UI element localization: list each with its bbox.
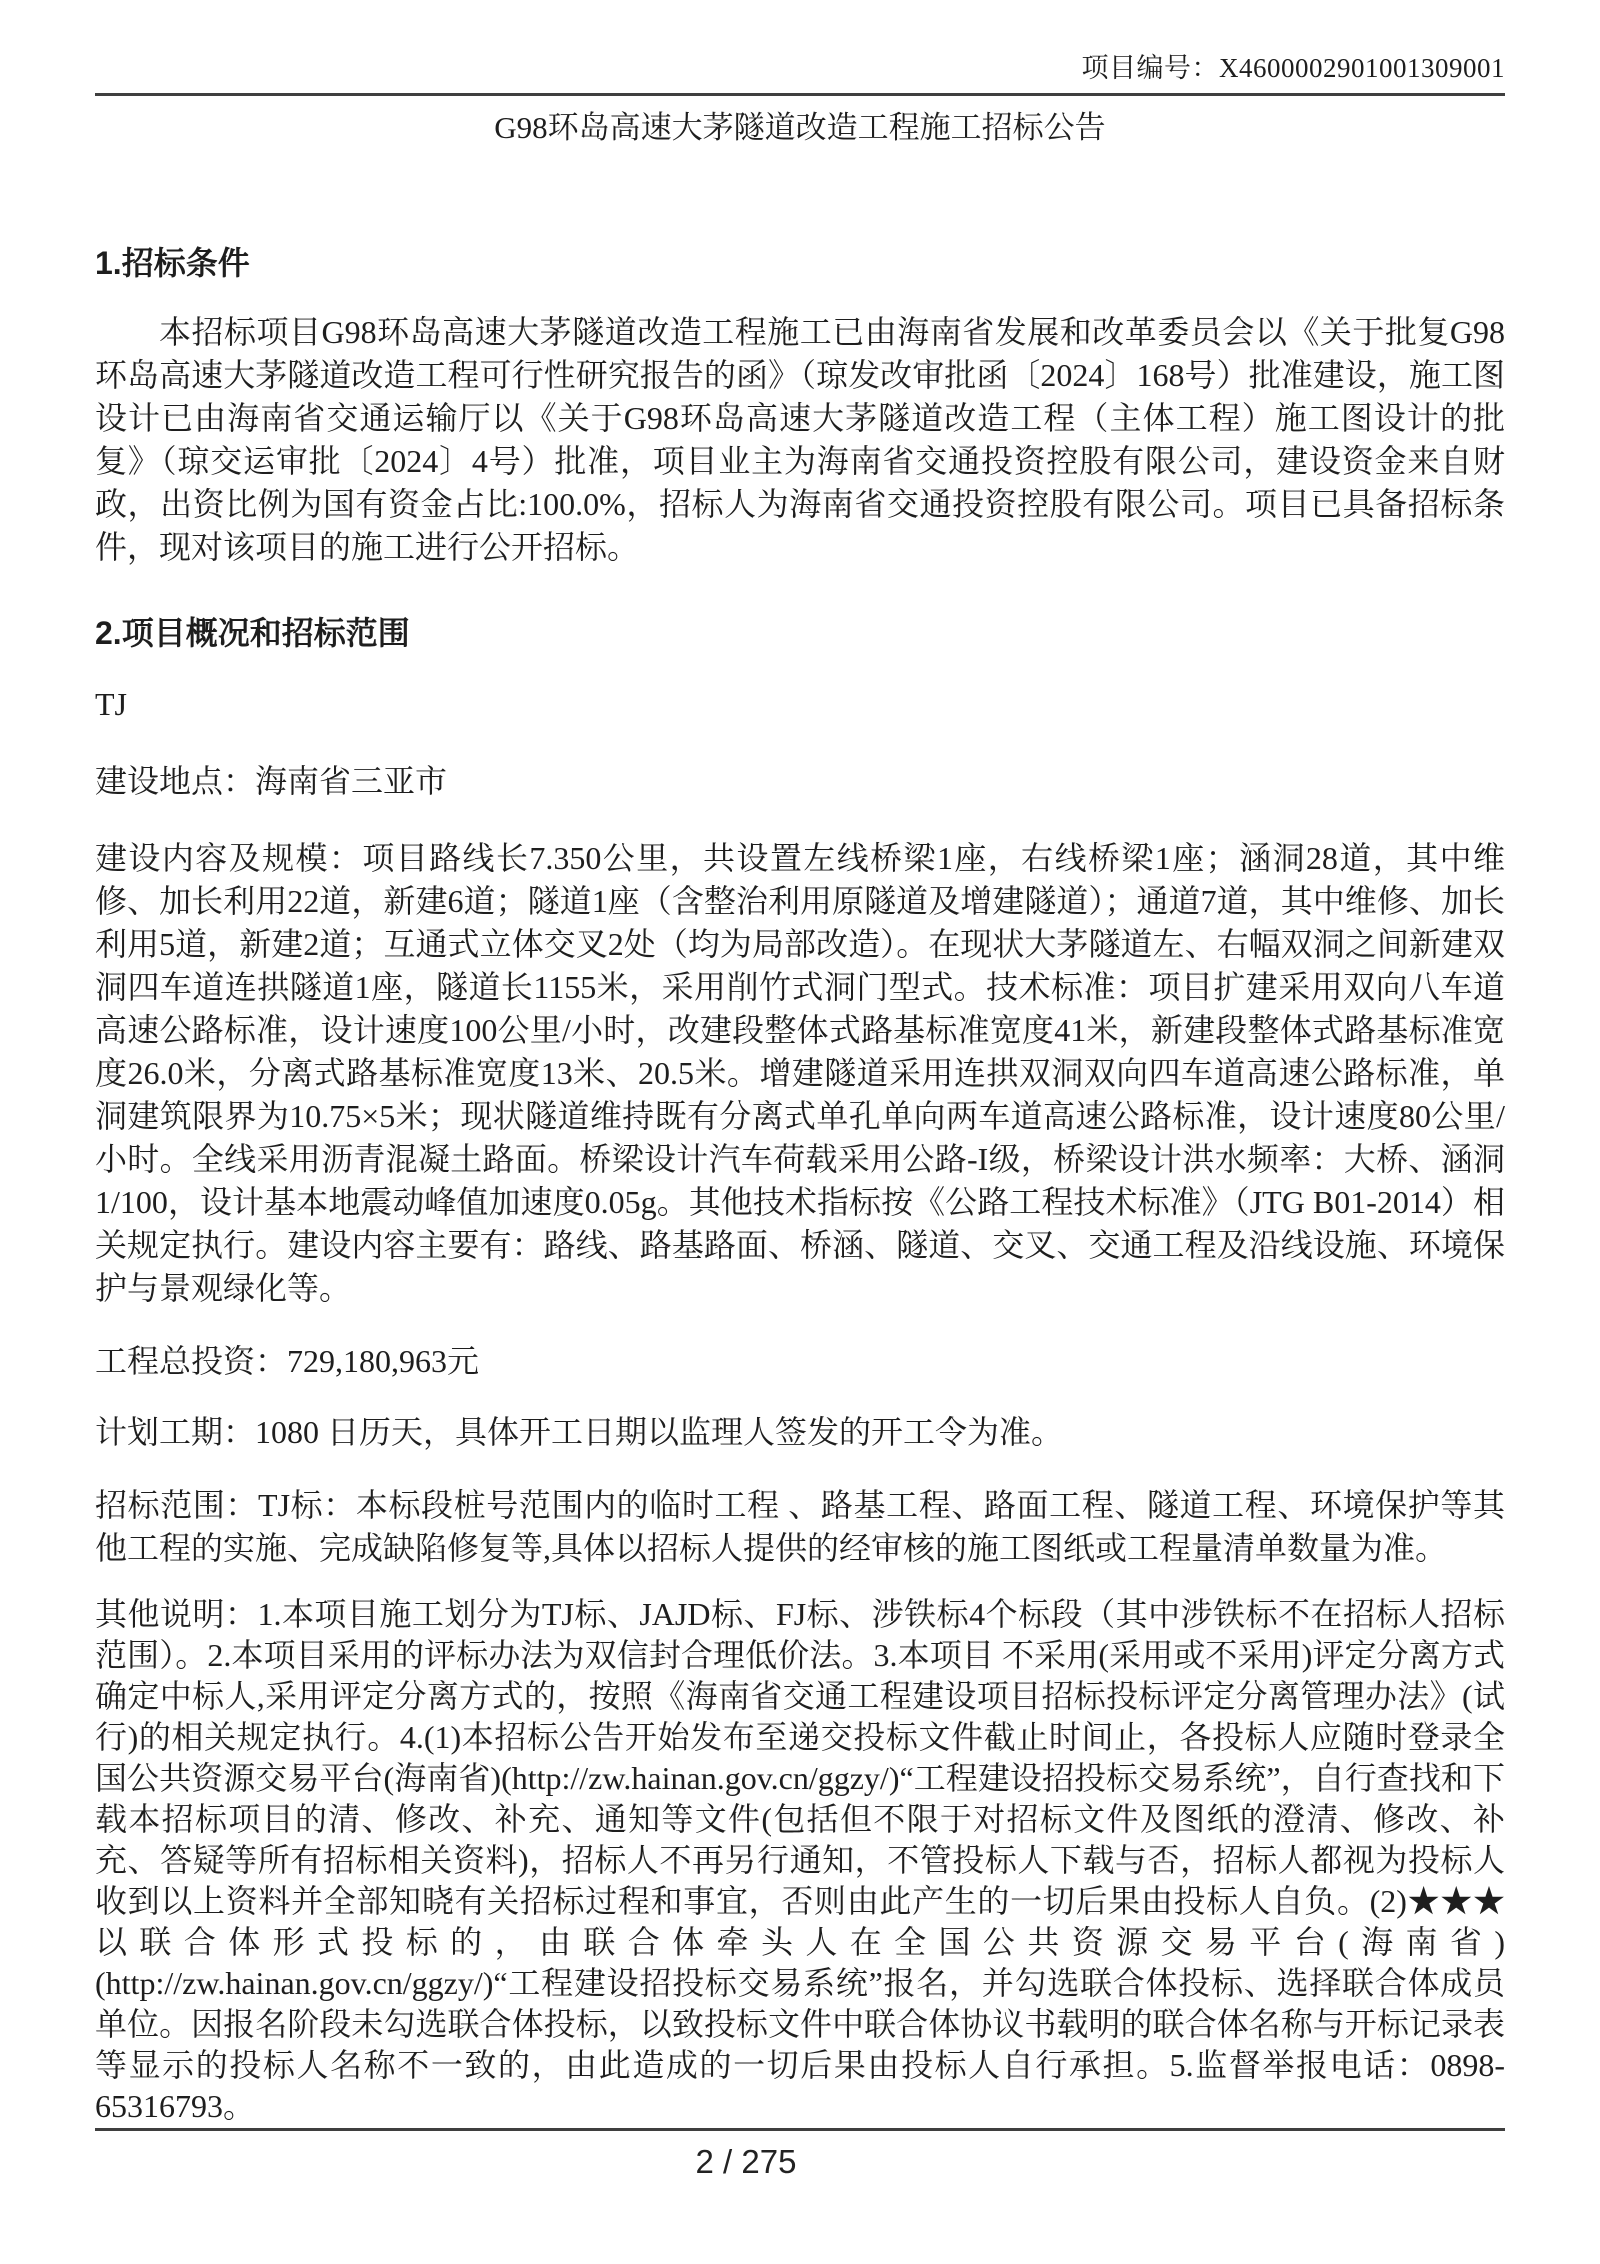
section-heading-project-overview: 2.项目概况和招标范围 (95, 615, 410, 651)
paragraph-other-notes: 其他说明：1.本项目施工划分为TJ标、JAJD标、FJ标、涉铁标4个标段（其中涉铁标不在招标人招标范围）。2.本项目采用的评标办法为双信封合理低价法。3.本项目 不采用(采用或不采用)评定分离方式确定中标人,采用评定分离方式的，按照《海南省交通工程建设项目招标投标评定分离管理办法》(试行)的相关规定执行。4.(1)本招标公告开始发布至递交投标文件截止时间止，各投标人应随时登录全国公共资源交易平台(海南省)(http://zw.hainan.gov.cn/ggzy/)“工程建设招投标交易系统”，自行查找和下载本招标项目的清、修改、补充、通知等文件(包括但不限于对招标文件及图纸的澄清、修改、补充、答疑等所有招标相关资料)，招标人不再另行通知，不管投标人下载与否，招标人都视为投标人收到以上资料并全部知晓有关招标过程和事宜，否则由此产生的一切后果由投标人自负。(2)★★★以联合体形式投标的，由联合体牵头人在全国公共资源交易平台(海南省)(http://zw.hainan.gov.cn/ggzy/)“工程建设招投标交易系统”报名，并勾选联合体投标、选择联合体成员单位。因报名阶段未勾选联合体投标，以致投标文件中联合体协议书载明的联合体名称与开标记录表等显示的投标人名称不一致的，由此造成的一切后果由投标人自行承担。5.监督举报电话：0898-65316793。 (95, 1596, 1505, 2124)
paragraph-total-investment: 工程总投资：729,180,963元 (95, 1343, 480, 1379)
project-number-label: 项目编号： (1081, 53, 1219, 83)
paragraph-section-code: TJ (95, 686, 127, 722)
document-footer (95, 2128, 1505, 2181)
document-title: G98环岛高速大茅隧道改造工程施工招标公告 (494, 110, 1106, 145)
footer-divider (95, 2128, 1505, 2131)
document-header (95, 52, 1505, 147)
paragraph-tender-conditions: 本招标项目G98环岛高速大茅隧道改造工程施工已由海南省发展和改革委员会以《关于批复G98环岛高速大茅隧道改造工程可行性研究报告的函》（琼发改审批函〔2024〕168号）批准建设，施工图设计已由海南省交通运输厅以《关于G98环岛高速大茅隧道改造工程（主体工程）施工图设计的批复》（琼交运审批〔2024〕4号）批准，项目业主为海南省交通投资控股有限公司，建设资金来自财政，出资比例为国有资金占比:100.0%，招标人为海南省交通投资控股有限公司。项目已具备招标条件，现对该项目的施工进行公开招标。 (95, 314, 1505, 565)
paragraph-construction-scope-scale: 建设内容及规模：项目路线长7.350公里，共设置左线桥梁1座，右线桥梁1座；涵洞28道，其中维修、加长利用22道，新建6道；隧道1座（含整治利用原隧道及增建隧道）；通道7道，其中维修、加长利用5道，新建2道；互通式立体交叉2处（均为局部改造）。在现状大茅隧道左、右幅双洞之间新建双洞四车道连拱隧道1座，隧道长1155米，采用削竹式洞门型式。技术标准：项目扩建采用双向八车道高速公路标准，设计速度100公里/小时，改建段整体式路基标准宽度41米，新建段整体式路基标准宽度26.0米，分离式路基标准宽度13米、20.5米。增建隧道采用连拱双洞双向四车道高速公路标准，单洞建筑限界为10.75×5米；现状隧道维持既有分离式单孔单向两车道高速公路标准，设计速度80公里/小时。全线采用沥青混凝土路面。桥梁设计汽车荷载采用公路-I级，桥梁设计洪水频率：大桥、涵洞1/100，设计基本地震动峰值加速度0.05g。其他技术指标按《公路工程技术标准》（JTG B01-2014）相关规定执行。建设内容主要有：路线、路基路面、桥涵、隧道、交叉、交通工程及沿线设施、环境保护与景观绿化等。 (95, 840, 1505, 1306)
paragraph-bidding-scope: 招标范围：TJ标：本标段桩号范围内的临时工程 、路基工程、路面工程、隧道工程、环境保护等其他工程的实施、完成缺陷修复等,具体以招标人提供的经审核的施工图纸或工程量清单数量为准。 (95, 1487, 1505, 1566)
page-indicator: 2 / 275 (695, 2143, 797, 2180)
paragraph-construction-location: 建设地点：海南省三亚市 (95, 763, 448, 799)
project-number (95, 52, 1505, 85)
paragraph-planned-schedule: 计划工期：1080 日历天，具体开工日期以监理人签发的开工令为准。 (95, 1414, 1064, 1450)
header-divider (95, 93, 1505, 96)
section-heading-tender-conditions: 1.招标条件 (95, 245, 250, 281)
project-number-value: X4600002901001309001 (1219, 53, 1505, 83)
